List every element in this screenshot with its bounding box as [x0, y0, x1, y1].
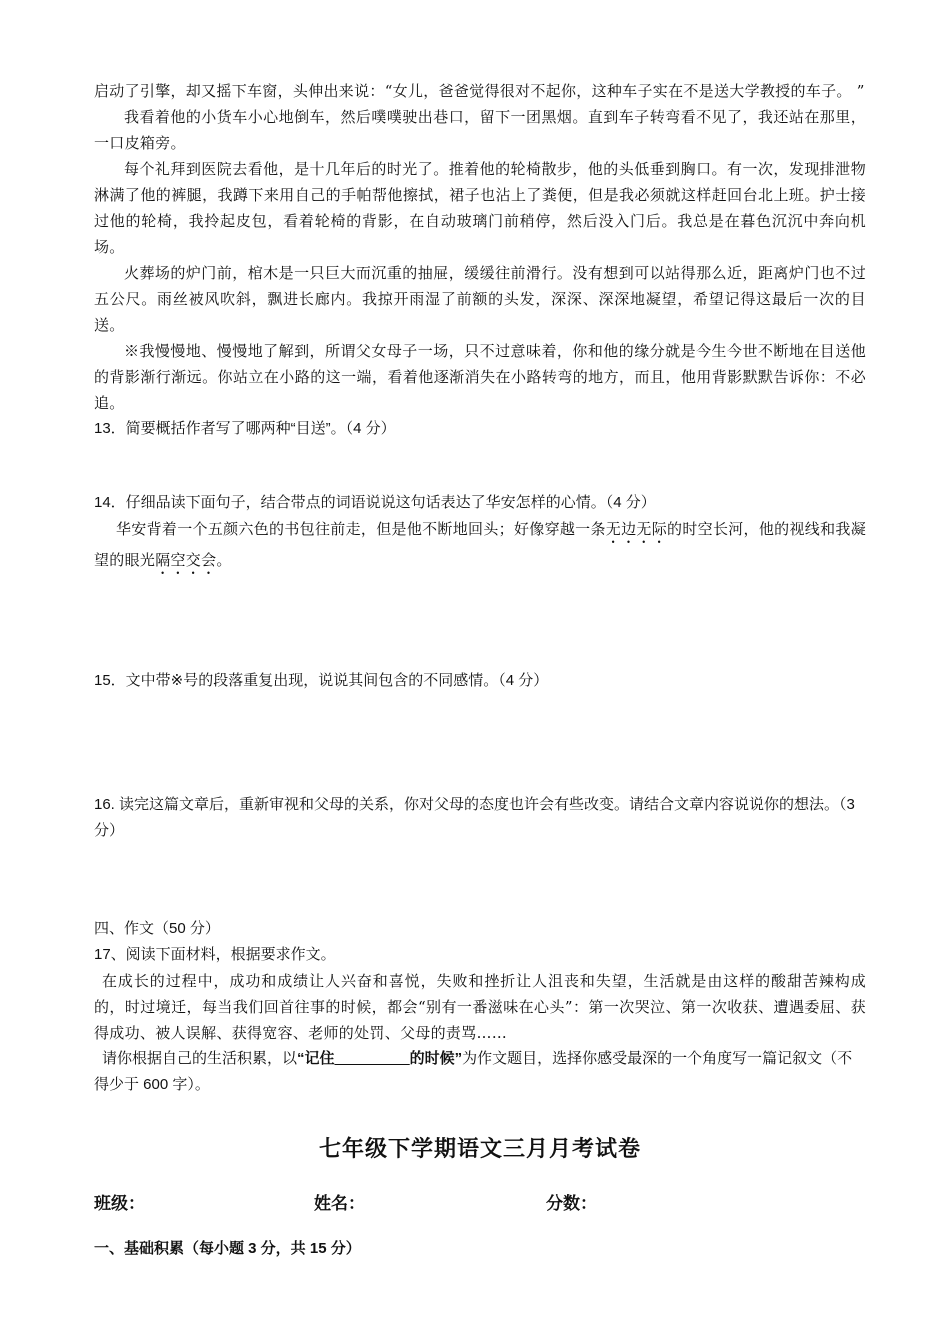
dotted-word-2: 隔空交会	[155, 551, 217, 569]
quote-text-b: 的时空长河，他的视线和我凝望的眼光	[94, 520, 867, 569]
essay-title-end: 的时候”	[409, 1050, 463, 1067]
quote-text-a: 华安背着一个五颜六色的书包往前走，但是他不断地回头；好像穿越一条	[116, 520, 606, 538]
answer-space-15	[94, 694, 866, 792]
composition-requirement	[94, 1046, 866, 1098]
name-label: 姓名：	[314, 1194, 365, 1213]
passage-paragraph-4: 火葬场的炉门前，棺木是一只巨大而沉重的抽屉，缓缓往前滑行。没有想到可以站得那么近，距离炉门也不过五公尺。雨丝被风吹斜，飘进长廊内。我掠开雨湿了前额的头发，深深、深深地凝望，希望记得这最后一次的目送。	[94, 264, 866, 334]
exam-title: 七年级下学期语文三月月考试卷	[318, 1136, 641, 1161]
essay-title-blank: _________	[334, 1050, 410, 1067]
passage-paragraph-1: 启动了引擎，却又摇下车窗，头伸出来说：“女儿，爸爸觉得很对不起你，这种车子实在不是送大学教授的车子。 ”	[94, 82, 865, 100]
score-label: 分数：	[546, 1194, 597, 1213]
answer-space-16	[94, 844, 866, 916]
section-1-heading: 一、基础积累（每小题 3 分，共 15 分）	[94, 1240, 361, 1257]
student-info-row	[94, 1189, 866, 1215]
passage-paragraph-2: 我看着他的小货车小心地倒车，然后噗噗驶出巷口，留下一团黑烟。直到车子转弯看不见了，我还站在那里，一口皮箱旁。	[94, 108, 866, 152]
question-15: 15．文中带※号的段落重复出现，说说其间包含的不同感情。（4 分）	[94, 672, 549, 689]
question-16: 16. 读完这篇文章后，重新审视和父母的关系，你对父母的态度也许会有些改变。请结合文章内容说说你的想法。（3 分）	[94, 796, 855, 839]
passage-paragraph-5-starred: ※我慢慢地、慢慢地了解到，所谓父女母子一场，只不过意味着，你和他的缘分就是今生今世不断地在目送他的背影渐行渐远。你站立在小路的这一端，看着他逐渐消失在小路转弯的地方，而且，他用背影默默告诉你：不必追。	[94, 342, 866, 412]
question-17: 17、阅读下面材料，根据要求作文。	[94, 946, 336, 963]
passage-paragraph-3: 每个礼拜到医院去看他，是十几年后的时光了。推着他的轮椅散步，他的头低垂到胸口。有一次，发现排泄物淋满了他的裤腿，我蹲下来用自己的手帕帮他擦拭，裙子也沾上了粪便，但是我必须就这样赶回台北上班。护士接过他的轮椅，我拎起皮包，看着轮椅的背影，在自动玻璃门前稍停，然后没入门后。我总是在暮色沉沉中奔向机场。	[94, 160, 866, 256]
question-14: 14．仔细品读下面句子，结合带点的词语说说这句话表达了华安怎样的心情。（4 分）	[94, 494, 656, 511]
class-label: 班级：	[94, 1194, 145, 1213]
composition-material: 在成长的过程中，成功和成绩让人兴奋和喜悦，失败和挫折让人沮丧和失望，生活就是由这样的酸甜苦辣构成的，时过境迁，每当我们回首往事的时候，都会“别有一番滋味在心头”：第一次哭泣、第一次收获、遭遇委屈、获得成功、被人误解、获得宽容、老师的处罚、父母的责骂……	[94, 972, 866, 1042]
exam-page	[94, 78, 866, 1258]
requirement-text-a: 请你根据自己的生活积累，以	[102, 1050, 298, 1067]
composition-heading: 四、作文（50 分）	[94, 920, 220, 937]
requirement-text-b: 为作文题目，选择你感受最深的一个角度写一篇记叙文（不得少于 600 字）。	[94, 1050, 853, 1093]
answer-space-14	[94, 578, 866, 668]
question-13: 13．简要概括作者写了哪两种“目送”。（4 分）	[94, 420, 396, 437]
answer-space-13	[94, 442, 866, 490]
dotted-word-1: 无边无际	[605, 520, 668, 538]
question-14-quote	[94, 516, 866, 578]
essay-title-start: “记住	[297, 1050, 335, 1067]
quote-text-c: 。	[216, 551, 232, 569]
